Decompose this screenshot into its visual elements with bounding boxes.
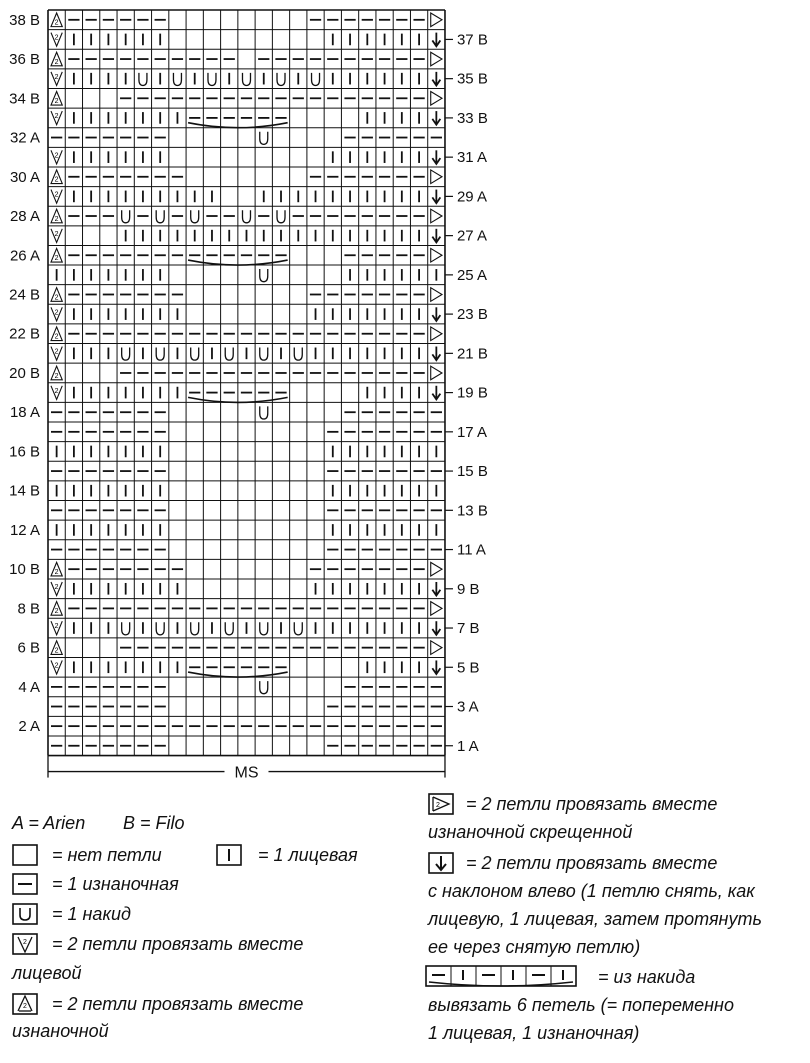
yarn-over-cell — [294, 622, 302, 635]
svg-text:2: 2 — [54, 98, 59, 106]
legend-ssk-line3: лицевую, 1 лицевая, затем протянуть — [428, 909, 762, 929]
legend-yo6-line1: = из накида — [598, 967, 696, 987]
svg-text:2: 2 — [54, 19, 59, 27]
yarn-over-icon — [12, 903, 38, 925]
row-label-left: 20 B — [9, 364, 40, 382]
legend-p2tog-tbl-line1: = 2 петли провязать вместе — [466, 794, 718, 814]
svg-text:2: 2 — [54, 568, 59, 576]
legend-no-stitch: = нет петли — [52, 845, 162, 865]
p2tog-cell — [51, 366, 62, 380]
yarn-over-cell — [208, 73, 216, 86]
legend-knit: = 1 лицевая — [258, 845, 358, 865]
row-label-right: 3 A — [456, 698, 479, 716]
yarn-over-cell — [156, 210, 164, 223]
p2tog-tbl-cell — [431, 366, 442, 380]
legend-p2tog-line2: изнаночной — [12, 1021, 109, 1041]
yarn-over-cell — [225, 348, 233, 361]
k2tog-cell — [51, 660, 62, 674]
p2tog-cell — [51, 288, 62, 302]
legend-yarn-over: = 1 накид — [52, 904, 131, 924]
p2tog-tbl-cell — [431, 248, 442, 262]
svg-text:2: 2 — [54, 294, 59, 302]
p2tog-tbl-icon — [428, 793, 454, 815]
row-label-right: 21 B — [456, 345, 488, 363]
legend-ssk-line4: ее через снятую петлю) — [428, 937, 641, 957]
yarn-over-cell — [260, 269, 268, 282]
p2tog-cell — [51, 602, 62, 616]
svg-text:2: 2 — [54, 623, 59, 631]
legend-yo6-line3: 1 лицевая, 1 изнаночная) — [428, 1023, 640, 1043]
p2tog-tbl-cell — [431, 288, 442, 302]
p2tog-tbl-cell — [431, 13, 442, 27]
yarn-over-cell — [260, 406, 268, 419]
p2tog-tbl-cell — [431, 641, 442, 655]
row-label-right: 17 A — [456, 423, 488, 441]
row-label-right: 37 B — [456, 31, 488, 49]
yarn-over-cell — [156, 622, 164, 635]
svg-text:2: 2 — [436, 802, 440, 809]
row-label-right: 19 B — [456, 384, 488, 402]
p2tog-tbl-cell — [431, 170, 442, 184]
p2tog-cell — [51, 641, 62, 655]
p2tog-tbl-cell — [431, 52, 442, 66]
p2tog-cell — [51, 13, 62, 27]
svg-text:2: 2 — [54, 176, 59, 184]
ssk-cell — [432, 386, 440, 400]
row-label-right: 27 A — [456, 227, 488, 245]
legend-k2tog-line1: = 2 петли провязать вместе — [52, 934, 304, 954]
svg-text:2: 2 — [54, 662, 59, 670]
yarn-over-cell — [191, 210, 199, 223]
row-label-left: 28 A — [9, 208, 40, 226]
row-label-left: 22 B — [9, 325, 40, 343]
row-label-left: 34 B — [9, 90, 40, 108]
ssk-cell — [432, 229, 440, 243]
row-label-right: 35 B — [456, 70, 488, 88]
legend-p2tog-line1: = 2 петли провязать вместе — [52, 994, 304, 1014]
row-label-left: 36 B — [9, 51, 40, 69]
yarn-over-cell — [242, 73, 250, 86]
k2tog-cell — [51, 229, 62, 243]
legend-k2tog-line2: лицевой — [12, 963, 82, 983]
row-label-right: 5 B — [456, 659, 480, 677]
row-label-right: 29 A — [456, 188, 488, 206]
row-label-right: 1 A — [456, 737, 479, 755]
footer-ms-label: MS — [234, 764, 259, 782]
row-label-right: 23 B — [456, 306, 488, 324]
p2tog-cell — [51, 209, 62, 223]
svg-text:2: 2 — [54, 152, 59, 160]
yarn-over-cell — [260, 132, 268, 145]
row-label-left: 14 B — [9, 482, 40, 500]
legend-arien: A = Arien — [12, 813, 86, 833]
yarn-over-cell — [122, 210, 130, 223]
row-label-right: 11 A — [456, 541, 486, 559]
k2tog-cell — [51, 33, 62, 47]
ssk-cell — [432, 621, 440, 635]
yarn-over-cell — [312, 73, 320, 86]
row-label-left: 30 A — [9, 168, 40, 186]
svg-text:2: 2 — [54, 191, 59, 199]
yarn-over-cell — [191, 348, 199, 361]
legend-p2tog-tbl-line2: изнаночной скрещенной — [428, 822, 633, 842]
row-label-right: 33 B — [456, 109, 488, 127]
legend-filo: B = Filo — [123, 813, 185, 833]
yarn-over-cell — [122, 348, 130, 361]
p2tog-cell — [51, 170, 62, 184]
svg-text:2: 2 — [54, 58, 59, 66]
svg-text:2: 2 — [23, 1003, 27, 1010]
legend-purl: = 1 изнаночная — [52, 874, 179, 894]
svg-text:2: 2 — [54, 387, 59, 395]
ssk-cell — [432, 347, 440, 361]
row-label-right: 31 A — [456, 149, 488, 167]
row-label-left: 8 B — [17, 600, 40, 618]
ssk-cell — [432, 72, 440, 86]
row-label-right: 9 B — [456, 580, 480, 598]
p2tog-cell — [51, 562, 62, 576]
p2tog-icon — [12, 993, 38, 1015]
k2tog-cell — [51, 347, 62, 361]
row-label-left: 6 B — [17, 639, 40, 657]
p2tog-cell — [51, 52, 62, 66]
yarn-over-cell — [225, 622, 233, 635]
ssk-icon — [428, 852, 454, 874]
k2tog-cell — [51, 582, 62, 596]
k2tog-cell — [51, 386, 62, 400]
yarn-over-cell — [294, 348, 302, 361]
k2tog-cell — [51, 621, 62, 635]
yarn-over-cell — [122, 622, 130, 635]
row-label-left: 10 B — [9, 561, 40, 579]
row-label-left: 12 A — [9, 521, 40, 539]
yarn-over-cell — [173, 73, 181, 86]
svg-text:2: 2 — [54, 215, 59, 223]
no-stitch-icon — [12, 844, 38, 866]
p2tog-cell — [51, 327, 62, 341]
row-label-left: 4 A — [18, 678, 40, 696]
svg-text:2: 2 — [54, 73, 59, 81]
yarn-over-cell — [277, 73, 285, 86]
svg-text:2: 2 — [54, 583, 59, 591]
p2tog-cell — [51, 91, 62, 105]
p2tog-tbl-cell — [431, 91, 442, 105]
svg-text:2: 2 — [54, 372, 59, 380]
k2tog-cell — [51, 111, 62, 125]
row-label-left: 32 A — [9, 129, 40, 147]
p2tog-cell — [51, 248, 62, 262]
svg-text:2: 2 — [23, 939, 27, 946]
svg-text:2: 2 — [54, 647, 59, 655]
yarn-over-cell — [260, 681, 268, 694]
yarn-over-cell — [139, 73, 147, 86]
p2tog-tbl-cell — [431, 209, 442, 223]
ssk-cell — [432, 190, 440, 204]
legend-yo6-line2: вывязать 6 петель (= попеременно — [428, 995, 734, 1015]
ssk-cell — [432, 660, 440, 674]
svg-text:2: 2 — [54, 348, 59, 356]
ssk-cell — [432, 307, 440, 321]
knit-icon — [216, 844, 242, 866]
svg-text:2: 2 — [54, 113, 59, 121]
legend-ssk-line2: с наклоном влево (1 петлю снять, как — [428, 881, 755, 901]
svg-text:2: 2 — [54, 230, 59, 238]
svg-text:2: 2 — [54, 333, 59, 341]
ssk-cell — [432, 33, 440, 47]
yarn-over-cell — [242, 210, 250, 223]
row-label-left: 26 A — [9, 247, 40, 265]
ssk-cell — [432, 150, 440, 164]
k2tog-cell — [51, 190, 62, 204]
ssk-cell — [432, 111, 440, 125]
p2tog-tbl-cell — [431, 327, 442, 341]
row-label-left: 18 A — [9, 404, 40, 422]
p2tog-tbl-cell — [431, 562, 442, 576]
legend-ssk-line1: = 2 петли провязать вместе — [466, 853, 718, 873]
svg-text:2: 2 — [54, 608, 59, 616]
row-label-left: 24 B — [9, 286, 40, 304]
yarn-over-cell — [191, 622, 199, 635]
purl-icon — [12, 873, 38, 895]
k2tog-cell — [51, 307, 62, 321]
row-label-right: 15 B — [456, 463, 488, 481]
svg-text:2: 2 — [54, 255, 59, 263]
yarn-over-cell — [260, 348, 268, 361]
ssk-cell — [432, 582, 440, 596]
yo-6-stitches-icon — [425, 965, 585, 989]
yarn-over-cell — [156, 348, 164, 361]
svg-text:2: 2 — [54, 309, 59, 317]
yarn-over-cell — [277, 210, 285, 223]
svg-text:2: 2 — [54, 34, 59, 42]
k2tog-cell — [51, 72, 62, 86]
row-label-left: 16 B — [9, 443, 40, 461]
row-label-left: 38 B — [9, 11, 40, 29]
p2tog-tbl-cell — [431, 602, 442, 616]
row-label-right: 25 A — [456, 266, 488, 284]
row-label-right: 7 B — [456, 620, 480, 638]
row-label-right: 13 B — [456, 502, 488, 520]
k2tog-icon — [12, 933, 38, 955]
yarn-over-cell — [260, 622, 268, 635]
k2tog-cell — [51, 150, 62, 164]
row-label-left: 2 A — [18, 718, 40, 736]
